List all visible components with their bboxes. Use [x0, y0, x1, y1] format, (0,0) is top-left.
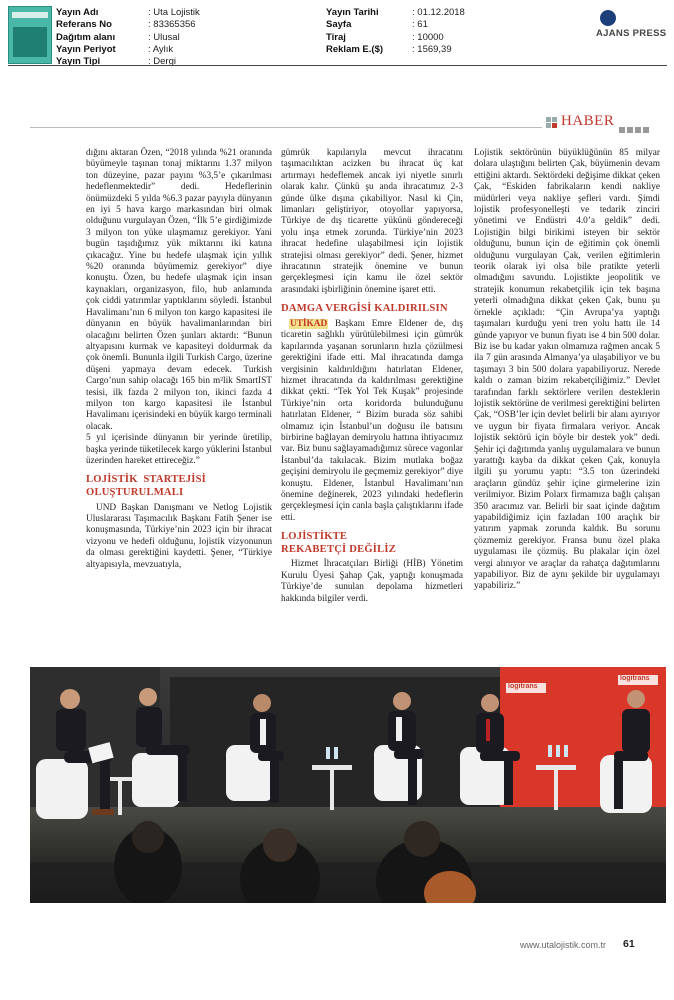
meta-label: Reklam E.($)	[326, 43, 384, 55]
panel-discussion-image	[30, 667, 666, 903]
meta-label: Yayın Tipi	[56, 56, 101, 68]
paragraph: Lojistik sektörünün büyüklüğünün 85 milyar dolara ulaştığını belirten Çak, büyümenin devam ettiğini aktardı. Sektördeki değişime dikkat çeken Çak, “Eskiden fabrikaların kendi nakliye müdürleri veya nakliye şefleri vardı. Şimdi lojistik profesyonelleşti ve tedarik zinciri yönetimi ve Endüstri 4.0’a geldik” dedi. Lojistiğin bilgi birikimi isteyen bir sektör olduğunu, bunun için de eğitimin çok önemli olduğunu vurgulayan Çak, verilen eğitimlerin teorik olarak iyi olsa bile pratikte yeterli olmadığını savundu. Lojistikte jeopolitik ve stratejik konumun rekabetçilik için tek başına yeterli olmadığına dikkat çeken Çak, bunu şu örnekle açıkladı: “Çin Avrupa’ya yaptığı taşımaları kurduğu yeni tren yolu hattı ile 14 günde yapıyor ve bunun fiyatı ise 4 bin 500 dolar. Biz ise bu kadar yakın olmamıza rağmen ancak 5 ila 7 gün arasında Almanya’ya ulaşabiliyor ve bu taşımayı 3 bin 500 dolara yapabiliyoruz. Nerede kaldı o zaman bizim rekabetçiliğimiz.” Devlet tarafından farklı sektörlere verilen desteklerin lojistik sektörüne de verilmesi gerektiğini belirten Çak, “OSB’ler için devlet belirli bir alanı ayırıyor ve uygun bir fiyata firmalara veriyor. Ancak lojistik sektörü için böyle bir destek yok” dedi. Şehir içi dağıtımda yanlış uygulamalara ve bunun yarattığı kayba da dikkat çeken Çak, konuyla ilgili şu yorumu yaptı: “3.5 ton üzerindeki araçların gündüz şehir içine girmelerine izin verilmiyor. Bizim Polarx firmamıza bağlı çalışan 350 aracımız var. Belirli bir saat içinde dağıtım yapabildiğimiz için fazladan 100 araçlık bir yatırım yapmak zorunda kaldık. Bu sorunu çözmemiz gerekiyor. Fransa bunu özel plaka uygulaması ile çözmüş. Bu plakalar için özel vergi alınıyor ve araçlar da rahatça dağıtımlarını yapabiliyor. Biz de aynı şekilde bir uygulamayı yapabiliriz.”	[474, 148, 660, 592]
section-squares-icon	[546, 117, 558, 129]
meta-value: Dergi	[153, 56, 176, 68]
meta-label: Sayfa	[326, 19, 352, 31]
subheading: LOJİSTİK STARTEJİSİ OLUŞTURULMALI	[86, 474, 206, 498]
page-number: 61	[623, 938, 635, 950]
meta-value: Aylık	[152, 43, 174, 55]
panel-photo	[30, 667, 666, 903]
agency-logo	[596, 10, 666, 39]
meta-right: Yayın Tarihi : 01.12.2018 Sayfa : 61 Tiraj : 10000 Reklam E.($) : 1569,39	[326, 7, 465, 55]
article-column-2	[281, 148, 463, 605]
paragraph: dığını aktaran Özen, “2018 yılında %21 oranında büyümeyle taşınan tonaj miktarını 1.37 milyon ton düzeyine, pazar payını %3,5’e çıkarılması hedeflenmektedir” dedi. Hedeflerinin önümüzdeki 5 yılda %6.3 pazar payıyla dünyanın en iyi 5 hava kargo markasından biri olmak olduğunu vurgulayan Özen, “İlk 5’e girdiğimizde 3 milyon ton yüke ulaşmamız gerekiyor. Yani bugün taşıdığımız yük miktarını iki katına çıkacağız. Yine bu hedefe ulaşmak için yıllık %20 oranında büyümemiz gerekiyor” diye konuştu. Özen, bu hedefe ulaşmak için insan kaynakları, organizasyon, filo, hub anlamında çok ciddi yatırımlar yaptıklarını söyledi. İstanbul Havalimanı’nın 6 milyon ton kargo kapasitesi ile dünyanın en büyük havalimanlarından biri olacağını belirten Özen şunları aktardı: “Bunun altyapısını kurmak ve kapasiteyi doldurmak da çok önemli. Bununla ilgili Turkish Cargo, üzerine düşeni yapmaya devam edecek. Turkish Cargo’nun sahip olacağı 165 bin m²lik SmartIST tesisi, ilk fazda 2 milyon ton, ikinci fazda 4 milyon ton kargo kapasitesi ile İstanbul Havalimanı içerisindeki en büyük kargo terminali olacak.	[86, 148, 272, 432]
publication-thumbnail	[8, 6, 52, 64]
meta-label: Yayın Tarihi	[326, 7, 379, 18]
subheading: DAMGA VERGİSİ KALDIRILSIN	[281, 303, 448, 315]
section-rule	[30, 127, 542, 128]
paragraph: UND Başkan Danışmanı ve Netlog Lojistik Uluslararası Taşımacılık Başkanı Fatih Şener ise konuşmasında, Türkiye’nin 2023 için bir ihracat vizyonu ve hedefi olduğunu, lojistik vizyonunun da olması gerektiğini kaydetti. Şener, “Türkiye altyapısıyla, mevzuatıyla,	[86, 502, 272, 570]
meta-value: 1569,39	[417, 43, 452, 55]
highlighted-org: UTİKAD	[290, 318, 328, 329]
meta-label: Referans No	[56, 19, 112, 31]
paragraph: 5 yıl içerisinde dünyanın bir yerinde üretilip, başka yerinde tüketilecek kargo yüklerini İstanbul üzerinden hareket ettireceğiz.”	[86, 433, 272, 466]
footer-url: www.utalojistik.com.tr	[520, 940, 607, 950]
article-column-3	[474, 148, 660, 593]
meta-value: 61	[417, 19, 428, 31]
meta-value: 01.12.2018	[417, 7, 465, 18]
meta-label: Dağıtım alanı	[56, 31, 116, 43]
section-label: HABER	[561, 113, 615, 129]
sign-label: logitrans	[620, 675, 650, 682]
meta-value: Uta Lojistik	[153, 7, 200, 18]
paragraph: Hizmet İhracatçıları Birliği (HİB) Yönetim Kurulu Üyesi Şahap Çak, yaptığı konuşmada Türkiye’de sunulan depolama hizmetleri hakkında bilgiler verdi.	[281, 559, 463, 604]
section-dots-icon	[619, 120, 651, 138]
article-column-1	[86, 148, 272, 571]
header-divider	[8, 65, 667, 66]
meta-label: Yayın Adı	[56, 7, 99, 18]
meta-value: Ulusal	[153, 31, 180, 43]
sign-label: logitrans	[508, 683, 538, 690]
agency-logo-icon	[600, 10, 616, 26]
paragraph: gümrük kapılarıyla mevcut ihracatını taşımacılıktan acizken bu ihracat üç kat artırmayı hedeflemek ancak iyi niyetle sınırlı olarak kalır. Çünkü şu anda ihracatımız 2-3 günde ülke dışına çıkabiliyor. Nasıl ki Çin, limanları geliştiriyor, otoyollar yapıyorsa, Türkiye de dış ticarette yükünü göndereceği yolu inşa etmek zorunda. Türkiye’nin 2023 ihracat hedefine ulaşabilmesi için lojistik stratejisi olması gerekiyor” dedi. Şener, hizmet ihracatının stratejik önemine ve bunun gerçekleşmesi için kamu ile özel sektör arasındaki işbirliğinin önemine işaret etti.	[281, 148, 463, 295]
meta-value: 83365356	[153, 19, 196, 31]
meta-label: Tiraj	[326, 31, 346, 43]
meta-value: 10000	[417, 31, 444, 43]
paragraph: Başkanı Emre Eldener de, dış ticaretin sağlıklı yürütülebilmesi için gümrük kapılarında yaşanan sorunların hızla çözülmesi gerektiğini ifade etti. Mal ihracatında damga vergisinin kaldırıldığını hatırlatan Eldener, hizmet ihracatında da kaldırılması gerektiğine dikkat çekti. “Tek Yol Tek Kuşak” projesinde Türkiye’nin orta koridorda bulunduğunu hatırlatan Eldener, “ Bizim burada söz sahibi olmamız için İstanbul’un doğusu ile batısını birbirine bağlayan demiryolu hattına ihtiyacımız var. Biz bunu sağlayamadığımız sürece vagonlar İstanbul’da takılacak. Bizim mutlaka boğaz geçişini demiryolu ile geçmemiz gerekiyor” diye konuştu. Eldener, İstanbul Havalimanı’nın önemine değinerek, 2023 yılındaki hedeflerin gerçekleşmesi için canla başla çalıştıklarını ifade etti.	[281, 318, 463, 523]
meta-label: Yayın Periyot	[56, 43, 116, 55]
meta-left: Yayın Adı : Uta Lojistik Referans No : 83365356 Dağıtım alanı : Ulusal Yayın Periyot : Aylık Yayın Tipi : Dergi	[56, 7, 200, 68]
agency-name: AJANS PRESS	[596, 28, 667, 39]
subheading: LOJİSTİKTE REKABETÇİ DEĞİLİZ	[281, 531, 396, 555]
